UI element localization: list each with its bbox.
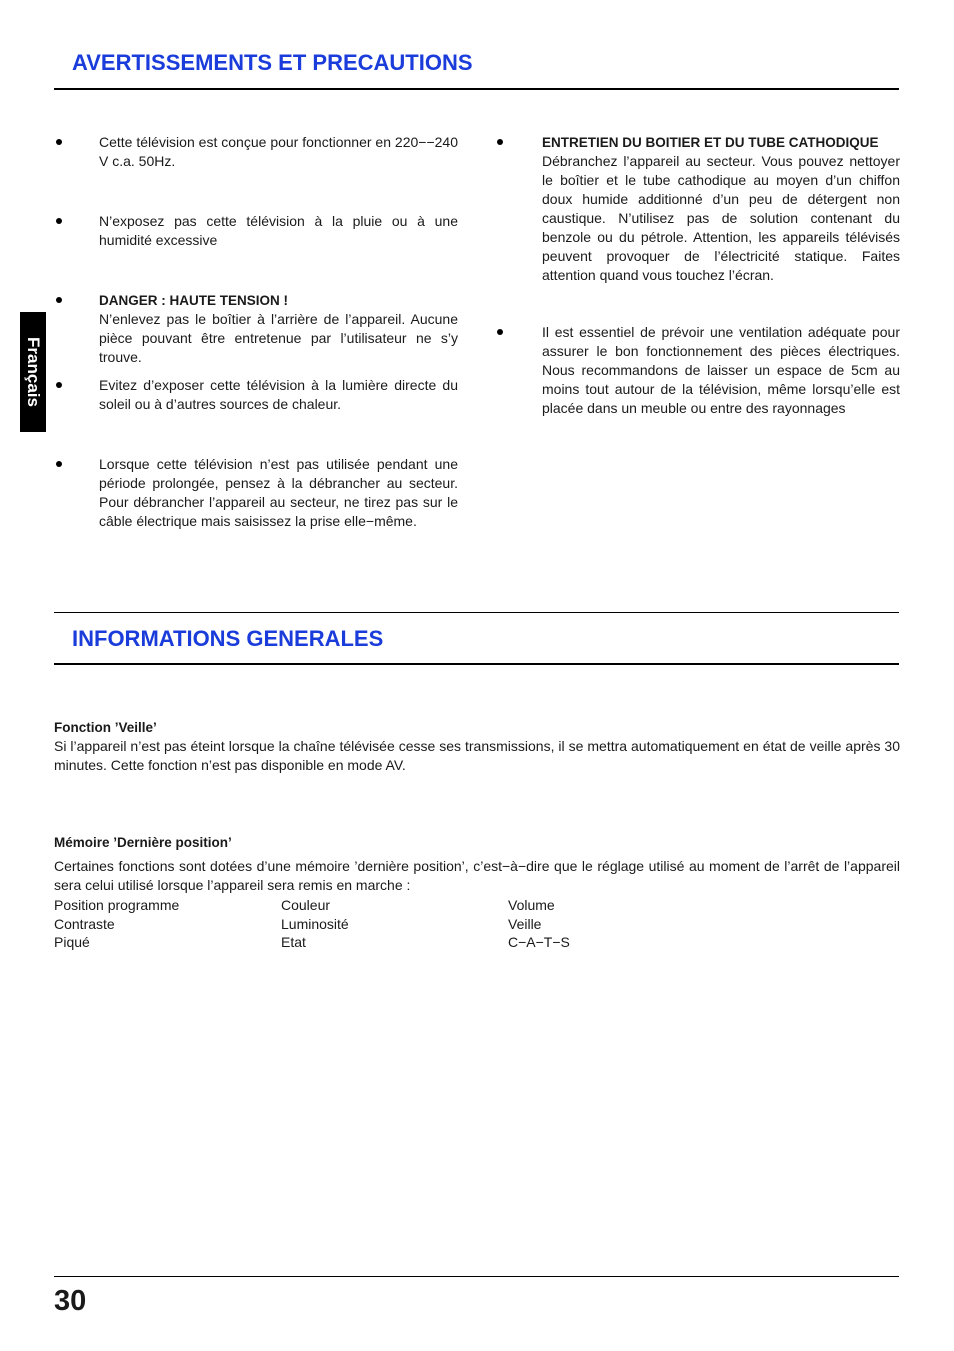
- memoire-item: Volume: [508, 897, 555, 913]
- bullet-icon: [56, 461, 62, 467]
- right-item-1: Débranchez l’appareil au secteur. Vous pouvez nettoyer le boîtier et le tube cathodique au moyen d’un chiffon doux humide additionné d’un peu de détergent non caustique. N’utilisez pas de solution contenant du benzole ou du pétrole. Attention, les appareils télévisés peuvent provoquer de l’électricité statique. Faites attention quand vous touchez l’écran.: [542, 153, 900, 283]
- memoire-item: Contraste: [54, 916, 115, 932]
- memoire-item: Luminosité: [281, 916, 349, 932]
- left-item-4: Evitez d’exposer cette télévision à la lumière directe du soleil ou à d’autres sources de chaleur.: [99, 377, 458, 412]
- left-item-3-heading: DANGER : HAUTE TENSION !: [99, 293, 288, 308]
- memoire-item: C−A−T−S: [508, 934, 570, 950]
- left-item-5: Lorsque cette télévision n’est pas utilisée pendant une période prolongée, pensez à la débrancher au secteur. Pour débrancher l’appareil au secteur, ne tirez pas sur le câble électrique mais saisissez la prise elle−même.: [99, 456, 458, 529]
- right-item-1-heading: ENTRETIEN DU BOITIER ET DU TUBE CATHODIQUE: [542, 135, 879, 150]
- bullet-icon: [56, 297, 62, 303]
- language-tab-label: Français: [24, 337, 43, 407]
- memoire-item: Position programme: [54, 897, 180, 913]
- memoire-item: Couleur: [281, 897, 331, 913]
- bullet-icon: [56, 139, 62, 145]
- memoire-item: Piqué: [54, 934, 90, 950]
- left-item-3: N’enlevez pas le boîtier à l’arrière de l’appareil. Aucune pièce pouvant être entretenue par l’utilisateur ne s’y trouve.: [99, 311, 458, 365]
- footer-rule: [54, 1276, 899, 1277]
- page-number: 30: [54, 1285, 87, 1317]
- memoire-item: Veille: [508, 916, 542, 932]
- left-item-1: Cette télévision est conçue pour fonctionner en 220−−240 V c.a. 50Hz.: [99, 134, 458, 169]
- section-title-avertissements: AVERTISSEMENTS ET PRECAUTIONS: [72, 50, 473, 75]
- bullet-icon: [56, 218, 62, 224]
- memoire-text: Certaines fonctions sont dotées d’une mémoire ’dernière position’, c’est−à−dire que le réglage utilisé au moment de l’arrêt de l’appareil sera celui utilisé lorsque l’appareil sera remis en marche :: [54, 858, 900, 893]
- bullet-icon: [497, 329, 503, 335]
- right-item-2: Il est essentiel de prévoir une ventilation adéquate pour assurer le bon fonctionnement des pièces électriques. Nous recommandons de laisser un espace de 5cm au moins tout autour de la télévision, même lorsqu’elle est placée dans un meuble ou entre des rayonnages: [542, 324, 900, 416]
- header-rule: [54, 663, 899, 665]
- section-title-informations: INFORMATIONS GENERALES: [72, 626, 384, 651]
- bullet-icon: [56, 382, 62, 388]
- veille-heading: Fonction ’Veille’: [54, 720, 157, 735]
- left-item-2: N’exposez pas cette télévision à la pluie ou à une humidité excessive: [99, 213, 458, 248]
- language-tab: [20, 312, 46, 432]
- header-rule: [54, 88, 899, 90]
- bullet-icon: [497, 139, 503, 145]
- section-divider: [54, 612, 899, 613]
- memoire-item: Etat: [281, 934, 306, 950]
- veille-text: Si l’appareil n’est pas éteint lorsque la chaîne télévisée cesse ses transmissions, il se mettra automatiquement en état de veille après 30 minutes. Cette fonction n’est pas disponible en mode AV.: [54, 738, 900, 773]
- memoire-heading: Mémoire ’Dernière position’: [54, 835, 232, 850]
